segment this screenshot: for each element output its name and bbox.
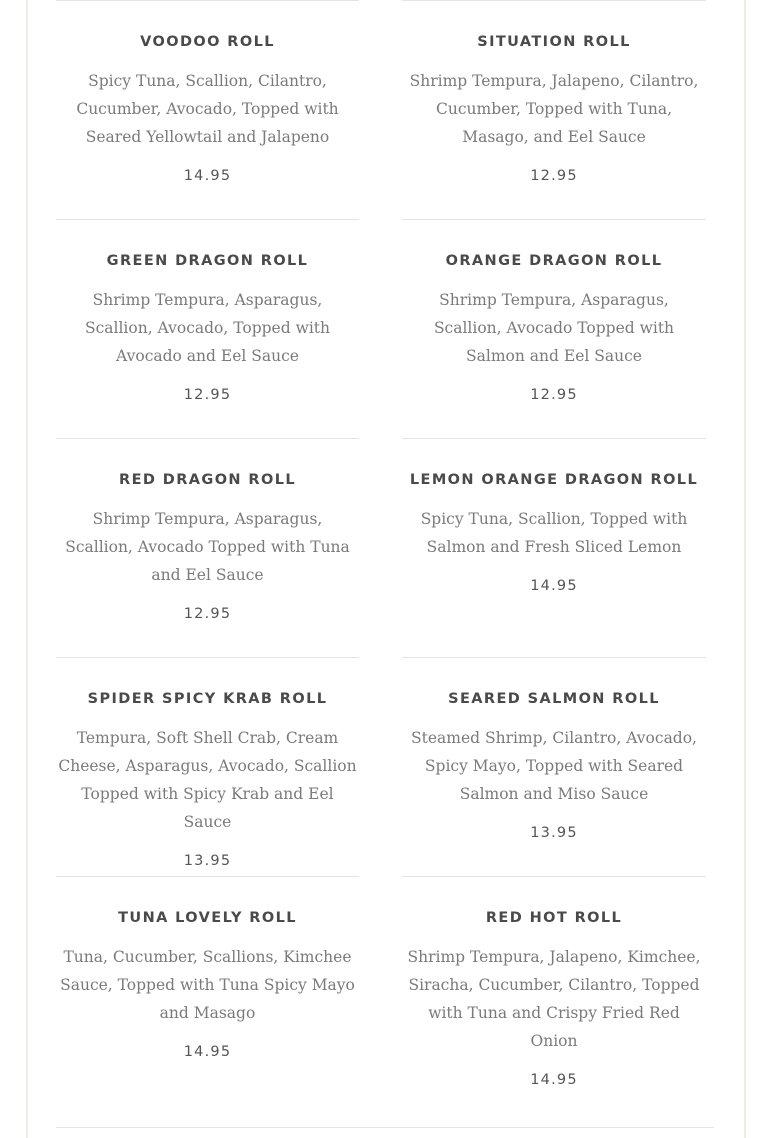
- item-price: 12.95: [530, 387, 578, 403]
- item-name: GREEN DRAGON ROLL: [106, 253, 309, 269]
- item-description: Tempura, Soft Shell Crab, Cream Cheese, Asparagus, Avocado, Scallion Topped with Spicy Krab and Eel Sauce: [58, 729, 357, 831]
- item-price: 12.95: [530, 168, 578, 184]
- item-name: SITUATION ROLL: [477, 34, 631, 50]
- menu-row: [56, 876, 706, 1095]
- item-description: Spicy Tuna, Scallion, Topped with Salmon and Fresh Sliced Lemon: [420, 510, 688, 556]
- item-name: SPIDER SPICY KRAB ROLL: [87, 691, 328, 707]
- menu-row: [56, 657, 706, 876]
- menu-item: [402, 438, 706, 657]
- menu-row: [56, 438, 706, 657]
- menu-item: [56, 438, 359, 657]
- item-name: RED DRAGON ROLL: [119, 472, 296, 488]
- item-price: 14.95: [530, 578, 578, 594]
- item-description: Shrimp Tempura, Jalapeno, Kimchee, Siracha, Cucumber, Cilantro, Topped with Tuna and Crispy Fried Red Onion: [407, 948, 701, 1050]
- item-price: 14.95: [530, 1072, 578, 1088]
- item-description: Shrimp Tempura, Asparagus, Scallion, Avocado Topped with Tuna and Eel Sauce: [65, 510, 350, 584]
- menu-item: [56, 876, 359, 1095]
- item-price: 13.95: [530, 825, 578, 841]
- item-name: RED HOT ROLL: [485, 910, 623, 926]
- item-description: Shrimp Tempura, Asparagus, Scallion, Avocado, Topped with Avocado and Eel Sauce: [84, 291, 331, 365]
- menu-item: [402, 657, 706, 876]
- menu-item: [56, 219, 359, 438]
- item-description: Tuna, Cucumber, Scallions, Kimchee Sauce, Topped with Tuna Spicy Mayo and Masago: [60, 948, 355, 1022]
- item-name: LEMON ORANGE DRAGON ROLL: [409, 472, 699, 488]
- item-price: 12.95: [183, 606, 232, 622]
- item-price: 14.95: [183, 1044, 232, 1060]
- menu-item: [56, 0, 359, 219]
- item-price: 14.95: [183, 168, 232, 184]
- item-description: Shrimp Tempura, Jalapeno, Cilantro, Cucumber, Topped with Tuna, Masago, and Eel Sauce: [409, 72, 699, 146]
- item-name: SEARED SALMON ROLL: [448, 691, 660, 707]
- item-price: 12.95: [183, 387, 232, 403]
- menu-item: [56, 657, 359, 876]
- item-description: Shrimp Tempura, Asparagus, Scallion, Avocado Topped with Salmon and Eel Sauce: [433, 291, 675, 365]
- item-description: Steamed Shrimp, Cilantro, Avocado, Spicy Mayo, Topped with Seared Salmon and Miso Sauce: [410, 729, 697, 803]
- item-name: ORANGE DRAGON ROLL: [445, 253, 663, 269]
- item-price: 13.95: [183, 853, 232, 869]
- menu-item: [402, 876, 706, 1095]
- item-name: VOODOO ROLL: [140, 34, 275, 50]
- item-name: TUNA LOVELY ROLL: [118, 910, 297, 926]
- section-divider: [56, 1127, 714, 1128]
- menu-item: [402, 0, 706, 219]
- menu-item: [402, 219, 706, 438]
- menu-row: [56, 219, 706, 438]
- item-description: Spicy Tuna, Scallion, Cilantro, Cucumber, Avocado, Topped with Seared Yellowtail and Jalapeno: [76, 72, 339, 146]
- menu-row: [56, 0, 706, 219]
- menu-grid: [56, 0, 706, 1095]
